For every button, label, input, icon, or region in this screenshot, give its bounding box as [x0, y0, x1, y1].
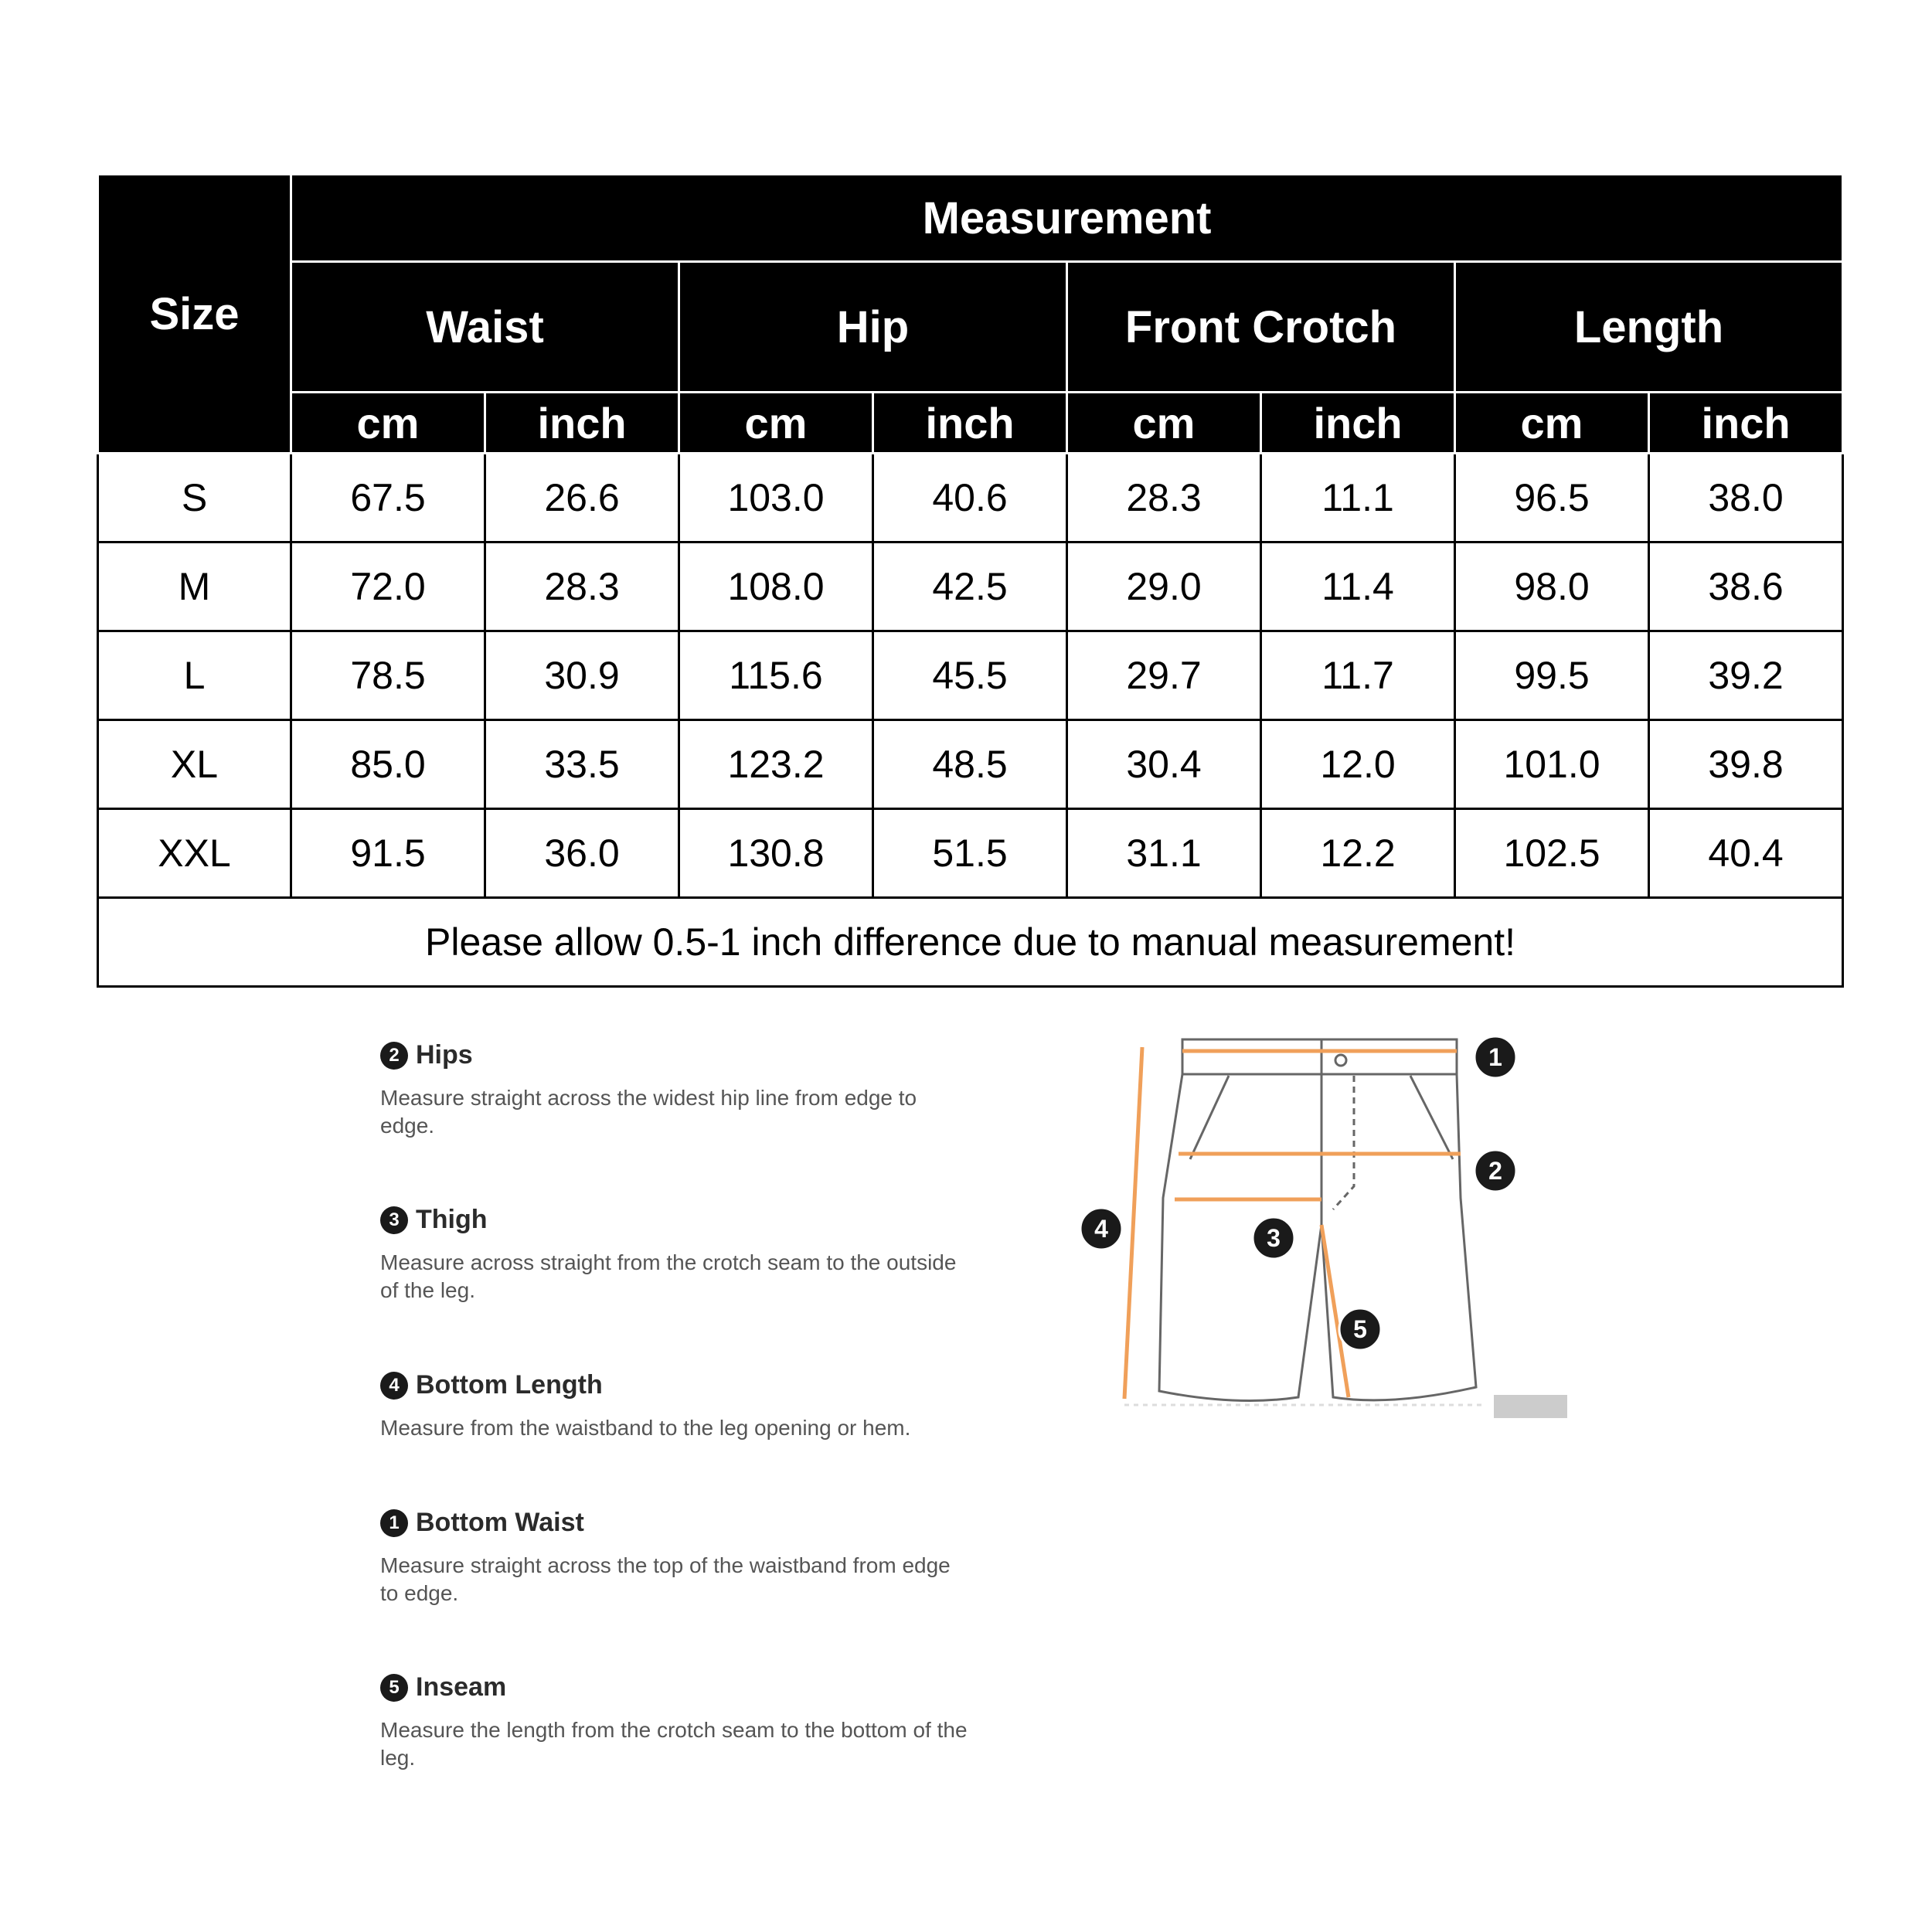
guide-title-text: Inseam — [416, 1672, 507, 1702]
unit-header: inch — [485, 393, 679, 454]
value-cell: 31.1 — [1067, 809, 1261, 898]
guide-description: Measure straight across the widest hip line from edge to edge. — [380, 1086, 917, 1138]
shorts-outline — [1159, 1039, 1476, 1401]
marker-4-label: 4 — [1094, 1215, 1108, 1243]
value-cell: 72.0 — [291, 543, 485, 631]
value-cell: 123.2 — [679, 720, 873, 809]
value-cell: 78.5 — [291, 631, 485, 720]
value-cell: 102.5 — [1455, 809, 1649, 898]
value-cell: 108.0 — [679, 543, 873, 631]
guide-title-text: Bottom Length — [416, 1370, 603, 1400]
marker-1-label: 1 — [1488, 1043, 1502, 1071]
guide-title-text: Bottom Waist — [416, 1508, 584, 1537]
number-2-icon: 2 — [380, 1042, 408, 1070]
value-cell: 11.4 — [1261, 543, 1455, 631]
unit-header: cm — [1455, 393, 1649, 454]
value-cell: 30.4 — [1067, 720, 1261, 809]
measurement-note: Please allow 0.5-1 inch difference due to manual measurement! — [98, 898, 1843, 987]
value-cell: 12.0 — [1261, 720, 1455, 809]
value-cell: 11.1 — [1261, 454, 1455, 543]
inseam-line — [1321, 1225, 1349, 1397]
value-cell: 36.0 — [485, 809, 679, 898]
unit-header: inch — [1261, 393, 1455, 454]
unit-header: cm — [1067, 393, 1261, 454]
value-cell: 38.0 — [1649, 454, 1843, 543]
value-cell: 29.0 — [1067, 543, 1261, 631]
number-5-icon: 5 — [380, 1674, 408, 1702]
value-cell: 39.2 — [1649, 631, 1843, 720]
measurement-header: Measurement — [291, 175, 1843, 262]
value-cell: 51.5 — [873, 809, 1067, 898]
value-cell: 101.0 — [1455, 720, 1649, 809]
guide-title — [380, 1508, 968, 1538]
scale-bar — [1494, 1395, 1567, 1418]
guide-item-thigh — [380, 1205, 968, 1304]
marker-2 — [1475, 1150, 1516, 1192]
table-row — [98, 809, 1843, 898]
shorts-measurement-diagram — [1066, 1020, 1607, 1515]
marker-1 — [1475, 1036, 1516, 1078]
value-cell: 28.3 — [485, 543, 679, 631]
value-cell: 40.6 — [873, 454, 1067, 543]
value-cell: 30.9 — [485, 631, 679, 720]
value-cell: 45.5 — [873, 631, 1067, 720]
value-cell: 33.5 — [485, 720, 679, 809]
group-header-hip: Hip — [679, 262, 1067, 393]
table-row — [98, 720, 1843, 809]
value-cell: 29.7 — [1067, 631, 1261, 720]
number-3-icon: 3 — [380, 1206, 408, 1234]
guide-item-hips — [380, 1040, 968, 1140]
group-header-waist: Waist — [291, 262, 679, 393]
value-cell: 38.6 — [1649, 543, 1843, 631]
unit-header: inch — [873, 393, 1067, 454]
value-cell: 40.4 — [1649, 809, 1843, 898]
marker-3 — [1253, 1217, 1294, 1259]
guide-item-bottom-waist — [380, 1508, 968, 1607]
guide-title — [380, 1370, 968, 1400]
guide-title-text: Thigh — [416, 1205, 488, 1234]
value-cell: 67.5 — [291, 454, 485, 543]
guide-description: Measure the length from the crotch seam to the bottom of the leg. — [380, 1718, 968, 1770]
guide-description: Measure from the waistband to the leg opening or hem. — [380, 1416, 911, 1440]
unit-header: cm — [291, 393, 485, 454]
value-cell: 26.6 — [485, 454, 679, 543]
value-cell: 39.8 — [1649, 720, 1843, 809]
guide-description: Measure straight across the top of the waistband from edge to edge. — [380, 1553, 951, 1605]
guide-item-inseam — [380, 1672, 968, 1772]
measurement-lines — [1124, 1047, 1461, 1399]
table-row — [98, 543, 1843, 631]
guide-item-bottom-length — [380, 1370, 968, 1442]
value-cell: 11.7 — [1261, 631, 1455, 720]
number-1-icon: 1 — [380, 1509, 408, 1537]
table-row — [98, 454, 1843, 543]
value-cell: 115.6 — [679, 631, 873, 720]
group-header-length: Length — [1455, 262, 1843, 393]
guide-title-text: Hips — [416, 1040, 473, 1070]
value-cell: 103.0 — [679, 454, 873, 543]
marker-3-label: 3 — [1267, 1224, 1281, 1252]
marker-2-label: 2 — [1488, 1157, 1502, 1185]
value-cell: 98.0 — [1455, 543, 1649, 631]
guide-description: Measure across straight from the crotch seam to the outside of the leg. — [380, 1250, 957, 1302]
value-cell: 48.5 — [873, 720, 1067, 809]
value-cell: 28.3 — [1067, 454, 1261, 543]
size-cell: XL — [98, 720, 291, 809]
number-4-icon: 4 — [380, 1372, 408, 1400]
size-cell: S — [98, 454, 291, 543]
guide-title — [380, 1205, 968, 1235]
size-cell: XXL — [98, 809, 291, 898]
size-header: Size — [98, 175, 291, 454]
size-cell: L — [98, 631, 291, 720]
value-cell: 85.0 — [291, 720, 485, 809]
size-cell: M — [98, 543, 291, 631]
value-cell: 91.5 — [291, 809, 485, 898]
marker-5 — [1339, 1308, 1381, 1350]
marker-4 — [1080, 1208, 1122, 1250]
value-cell: 99.5 — [1455, 631, 1649, 720]
value-cell: 96.5 — [1455, 454, 1649, 543]
guide-title — [380, 1040, 968, 1070]
unit-header: cm — [679, 393, 873, 454]
value-cell: 12.2 — [1261, 809, 1455, 898]
value-cell: 42.5 — [873, 543, 1067, 631]
size-chart-table — [97, 173, 1844, 988]
group-header-front-crotch: Front Crotch — [1067, 262, 1455, 393]
guide-title — [380, 1672, 968, 1702]
marker-5-label: 5 — [1353, 1315, 1367, 1343]
unit-header: inch — [1649, 393, 1843, 454]
length-line — [1124, 1047, 1142, 1399]
table-row — [98, 631, 1843, 720]
value-cell: 130.8 — [679, 809, 873, 898]
